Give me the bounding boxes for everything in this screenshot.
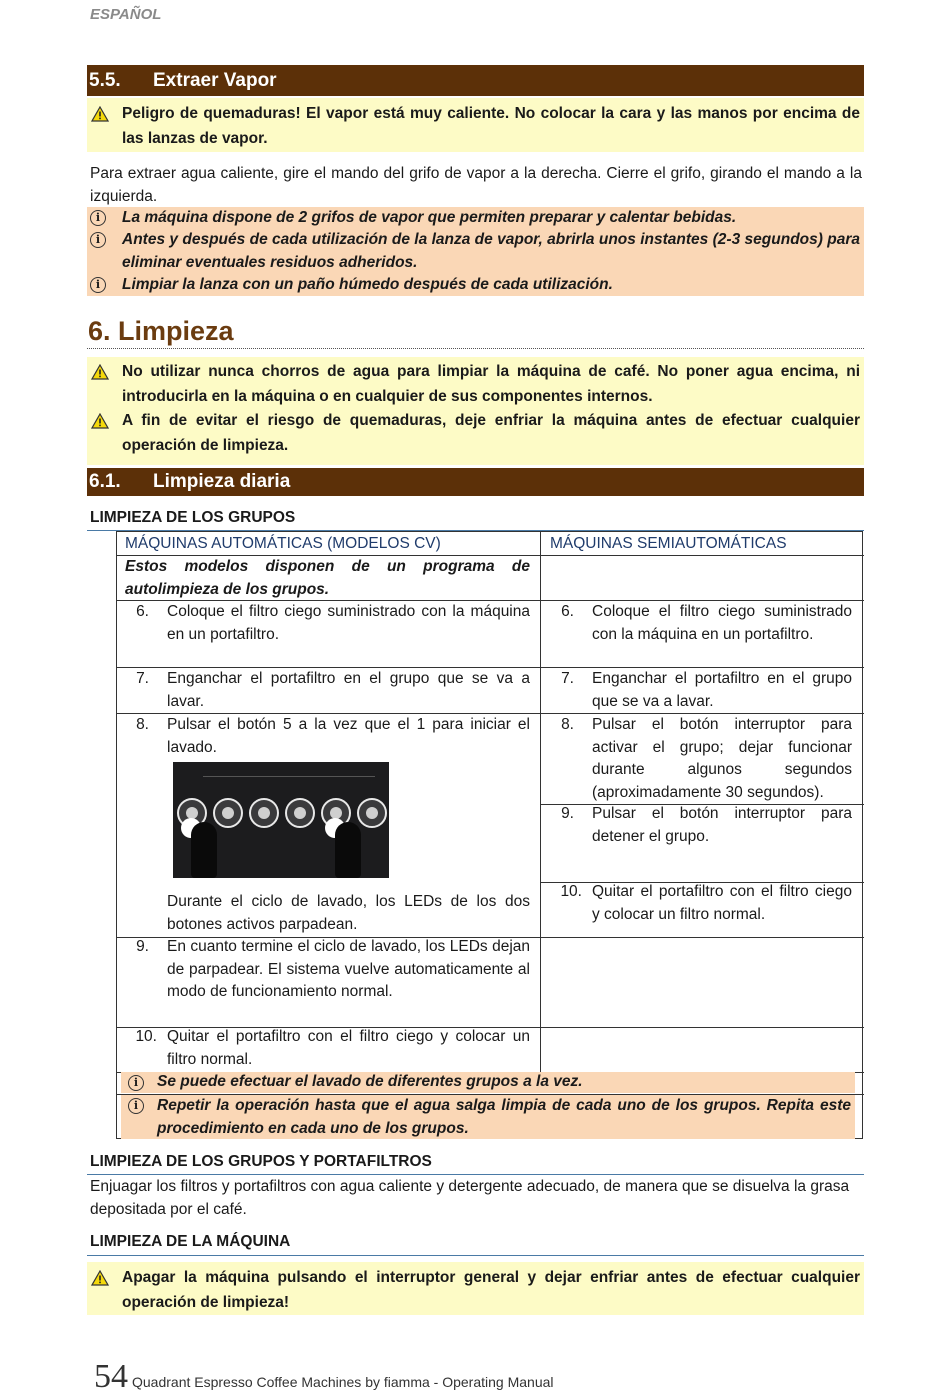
warning-box-steam — [87, 98, 864, 152]
step-text: Quitar el portafiltro con el filtro ciego y colocar un filtro normal. — [592, 883, 852, 923]
steam-paragraph: Para extraer agua caliente, gire el mando del grifo de vapor a la derecha. Cierre el grifo, girando el mando a la izquierda. — [90, 165, 862, 205]
warning-icon — [91, 364, 109, 380]
column-divider — [540, 532, 541, 1072]
warning-box-cleaning — [87, 357, 864, 465]
portafilter-heading: LIMPIEZA DE LOS GRUPOS Y PORTAFILTROS — [90, 1153, 432, 1170]
finger-icon — [191, 822, 217, 878]
info-icon: i — [128, 1075, 144, 1091]
warning-text: Peligro de quemaduras! El vapor está muy caliente. No colocar la cara y las manos por encima de las lanzas de vapor. — [122, 105, 860, 147]
machine-heading: LIMPIEZA DE LA MÁQUINA — [90, 1233, 291, 1250]
step-number: 6. — [136, 603, 149, 620]
step-text: Pulsar el botón 5 a la vez que el 1 para iniciar el lavado. — [167, 716, 530, 756]
step-number: 9. — [561, 805, 574, 822]
info-text: Limpiar la lanza con un paño húmedo después de cada utilización. — [122, 276, 613, 293]
info-icon: i — [90, 210, 106, 226]
panel-button-icon — [249, 798, 279, 828]
section-title: Extraer Vapor — [153, 70, 277, 91]
step-text: Coloque el filtro ciego suministrado con la máquina en un portafiltro. — [167, 603, 530, 643]
warning-text: No utilizar nunca chorros de agua para limpiar la máquina de café. No poner agua encima, ni introducirla en la máquina o en cualquier de sus componentes internos. — [122, 363, 860, 405]
info-text: Antes y después de cada utilización de la lanza de vapor, abrirla unos instantes (2-3 segundos) para eliminar eventuales residuos adheridos. — [122, 231, 860, 271]
warning-text: Apagar la máquina pulsando el interruptor general y dejar enfriar antes de efectuar cualquier operación de limpieza! — [122, 1269, 860, 1311]
step-text: Durante el ciclo de lavado, los LEDs de los dos botones activos parpadean. — [167, 893, 530, 933]
table-note — [121, 1095, 855, 1139]
step-number: 8. — [136, 716, 149, 733]
heading-underline — [87, 1174, 864, 1175]
warning-icon — [91, 1270, 109, 1286]
warning-icon — [91, 413, 109, 429]
step-text: Quitar el portafiltro con el filtro ciego y colocar un filtro normal. — [167, 1028, 530, 1068]
warning-text: A fin de evitar el riesgo de quemaduras, deje enfriar la máquina antes de efectuar cualquier operación de limpieza. — [122, 412, 860, 454]
panel-button-icon — [213, 798, 243, 828]
section-number: 5.5. — [89, 70, 121, 91]
finger-icon — [335, 822, 361, 878]
info-icon: i — [90, 277, 106, 293]
info-icon: i — [128, 1098, 144, 1114]
section-title: Limpieza diaria — [153, 471, 291, 492]
heading-underline — [87, 1255, 864, 1256]
column-header-semiautomatic: MÁQUINAS SEMIAUTOMÁTICAS — [550, 535, 787, 552]
chapter-title: 6. Limpieza — [88, 316, 234, 346]
info-box-steam — [87, 207, 864, 296]
step-number: 10. — [560, 883, 582, 900]
step-text: Pulsar el botón interruptor para detener el grupo. — [592, 805, 852, 845]
section-heading-6-1 — [87, 468, 864, 496]
panel-button-icon — [285, 798, 315, 828]
warning-box-machine — [87, 1262, 864, 1315]
step-number: 9. — [136, 938, 149, 955]
row-divider — [540, 937, 864, 938]
groups-heading: LIMPIEZA DE LOS GRUPOS — [90, 509, 296, 526]
section-number: 6.1. — [89, 471, 121, 492]
panel-button-icon — [357, 798, 387, 828]
row-divider — [540, 555, 864, 556]
row-divider — [540, 1027, 864, 1028]
automatic-intro: Estos modelos disponen de un programa de autolimpieza de los grupos. — [125, 558, 530, 598]
step-text: Enganchar el portafiltro en el grupo que se va a lavar. — [592, 670, 852, 710]
info-text: La máquina dispone de 2 grifos de vapor que permiten preparar y calentar bebidas. — [122, 209, 737, 226]
control-panel-image — [173, 762, 389, 878]
step-number: 7. — [561, 670, 574, 687]
column-header-automatic: MÁQUINAS AUTOMÁTICAS (MODELOS CV) — [125, 535, 441, 552]
step-text: Pulsar el botón interruptor para activar el grupo; dejar funcionar durante algunos segundos (aproximadamente 30 segundos). — [592, 716, 852, 801]
step-text: Enganchar el portafiltro en el grupo que se va a lavar. — [167, 670, 530, 710]
info-icon: i — [90, 232, 106, 248]
portafilter-paragraph: Enjuagar los filtros y portafiltros con agua caliente y detergente adecuado, de manera que se disuelva la grasa depositada por el café. — [90, 1178, 850, 1218]
page-number: 54 — [94, 1358, 128, 1395]
warning-icon — [91, 106, 109, 122]
step-text: Coloque el filtro ciego suministrado con la máquina en un portafiltro. — [592, 603, 852, 643]
section-heading-5-5 — [87, 65, 864, 96]
info-text: Se puede efectuar el lavado de diferentes grupos a la vez. — [157, 1073, 583, 1090]
step-number: 10. — [135, 1028, 157, 1045]
step-text: En cuanto termine el ciclo de lavado, los LEDs dejan de parpadear. El sistema vuelve automaticamente al modo de funcionamiento normal. — [167, 938, 530, 1000]
chapter-divider — [87, 348, 864, 349]
step-number: 8. — [561, 716, 574, 733]
footer-text: Quadrant Espresso Coffee Machines by fiamma - Operating Manual — [132, 1374, 554, 1390]
language-label: ESPAÑOL — [90, 6, 162, 23]
step-number: 6. — [561, 603, 574, 620]
page-footer — [94, 1358, 554, 1396]
table-note — [121, 1072, 855, 1093]
info-text: Repetir la operación hasta que el agua salga limpia de cada uno de los grupos. Repita este procedimiento en cada uno de los grupos. — [157, 1097, 851, 1137]
panel-line — [203, 776, 375, 777]
step-number: 7. — [136, 670, 149, 687]
